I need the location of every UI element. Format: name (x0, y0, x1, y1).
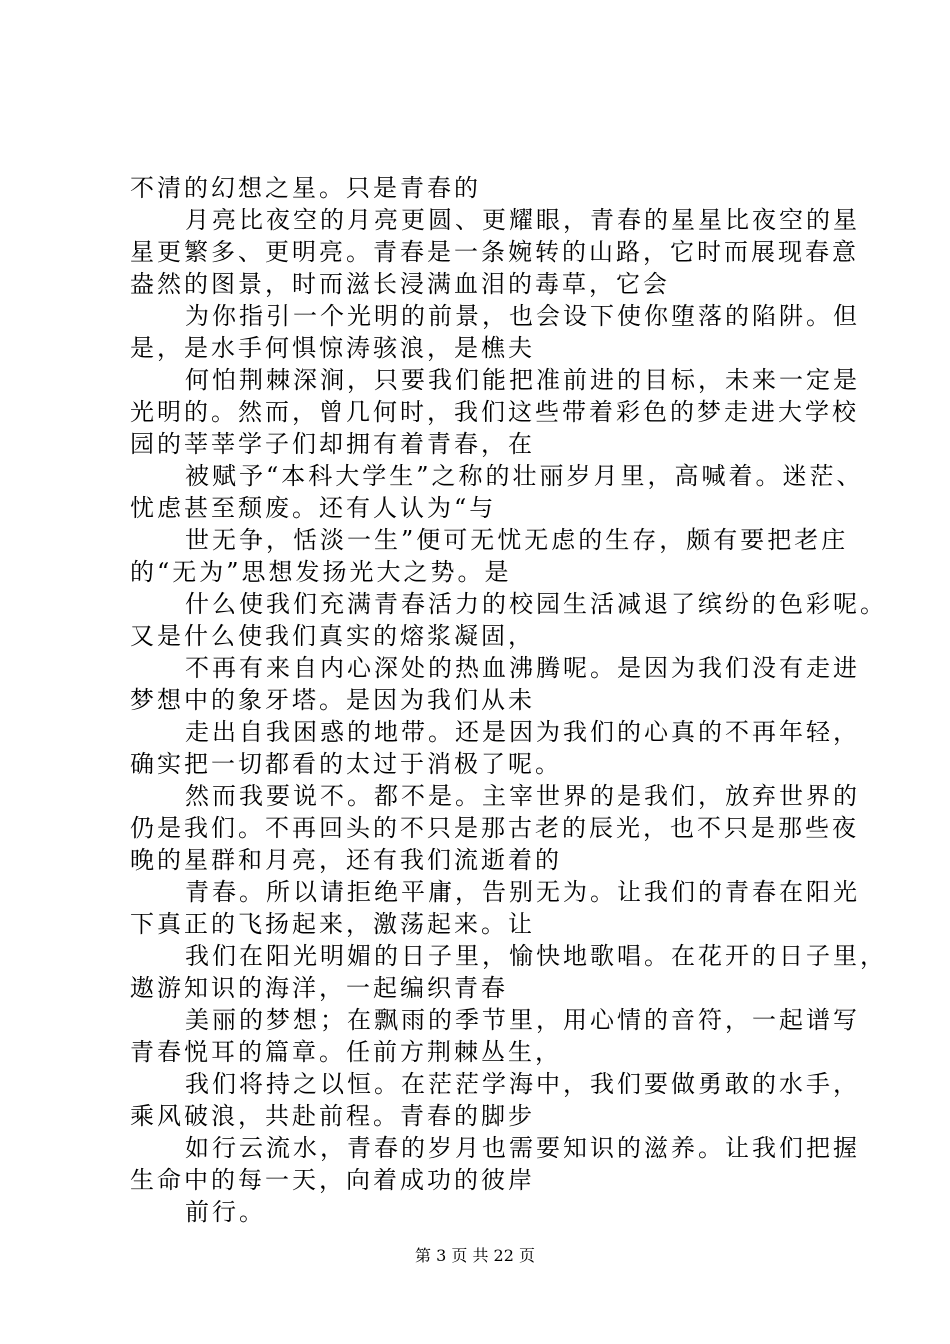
text-line: 我们将持之以恒。在茫茫学海中，我们要做勇敢的水手， (185, 1070, 860, 1098)
text-line: 前行。 (185, 1198, 266, 1226)
text-line: 何怕荆棘深涧，只要我们能把准前进的目标，未来一定是 (185, 366, 860, 394)
text-line: 星更繁多、更明亮。青春是一条婉转的山路，它时而展现春意 (130, 238, 859, 266)
text-line: 乘风破浪，共赴前程。青春的脚步 (130, 1102, 535, 1130)
text-line: 如行云流水，青春的岁月也需要知识的滋养。让我们把握 (185, 1134, 860, 1162)
text-line: 青春。所以请拒绝平庸，告别无为。让我们的青春在阳光 (185, 878, 860, 906)
text-line: 是，是水手何惧惊涛骇浪，是樵夫 (130, 334, 535, 362)
page-number-footer: 第 3 页 共 22 页 (415, 1246, 535, 1265)
text-line: 美丽的梦想；在飘雨的季节里，用心情的音符，一起谱写 (185, 1006, 860, 1034)
text-line: 不再有来自内心深处的热血沸腾呢。是因为我们没有走进 (185, 654, 860, 682)
text-line: 下真正的飞扬起来，激荡起来。让 (130, 910, 535, 938)
text-line: 青春悦耳的篇章。任前方荆棘丛生， (130, 1038, 562, 1066)
text-line: 什么使我们充满青春活力的校园生活减退了缤纷的色彩呢。 (185, 590, 887, 618)
text-line: 为你指引一个光明的前景，也会设下使你堕落的陷阱。但 (185, 302, 860, 330)
text-line: 光明的。然而，曾几何时，我们这些带着彩色的梦走进大学校 (130, 398, 859, 426)
text-line: 遨游知识的海洋，一起编织青春 (130, 974, 508, 1002)
text-line: 生命中的每一天，向着成功的彼岸 (130, 1166, 535, 1194)
text-line: 确实把一切都看的太过于消极了呢。 (130, 750, 562, 778)
text-line: 然而我要说不。都不是。主宰世界的是我们，放弃世界的 (185, 782, 860, 810)
text-line: 园的莘莘学子们却拥有着青春，在 (130, 430, 535, 458)
text-line: 月亮比夜空的月亮更圆、更耀眼，青春的星星比夜空的星 (185, 206, 860, 234)
text-line: 梦想中的象牙塔。是因为我们从未 (130, 686, 535, 714)
text-line: 仍是我们。不再回头的不只是那古老的辰光，也不只是那些夜 (130, 814, 859, 842)
text-line: 被赋予“本科大学生”之称的壮丽岁月里，高喊着。迷茫、 (185, 462, 864, 490)
text-line: 盎然的图景，时而滋长浸满血泪的毒草，它会 (130, 270, 670, 298)
text-line: 忧虑甚至颓废。还有人认为“与 (130, 494, 497, 522)
text-line: 又是什么使我们真实的熔浆凝固， (130, 622, 535, 650)
text-line: 世无争，恬淡一生”便可无忧无虑的生存，颇有要把老庄 (185, 526, 849, 554)
text-line: 我们在阳光明媚的日子里，愉快地歌唱。在花开的日子里， (185, 942, 887, 970)
text-line: 不清的幻想之星。只是青春的 (130, 174, 481, 202)
text-line: 走出自我困惑的地带。还是因为我们的心真的不再年轻， (185, 718, 860, 746)
text-line: 晚的星群和月亮，还有我们流逝着的 (130, 846, 562, 874)
text-line: 的“无为”思想发扬光大之势。是 (130, 558, 512, 586)
